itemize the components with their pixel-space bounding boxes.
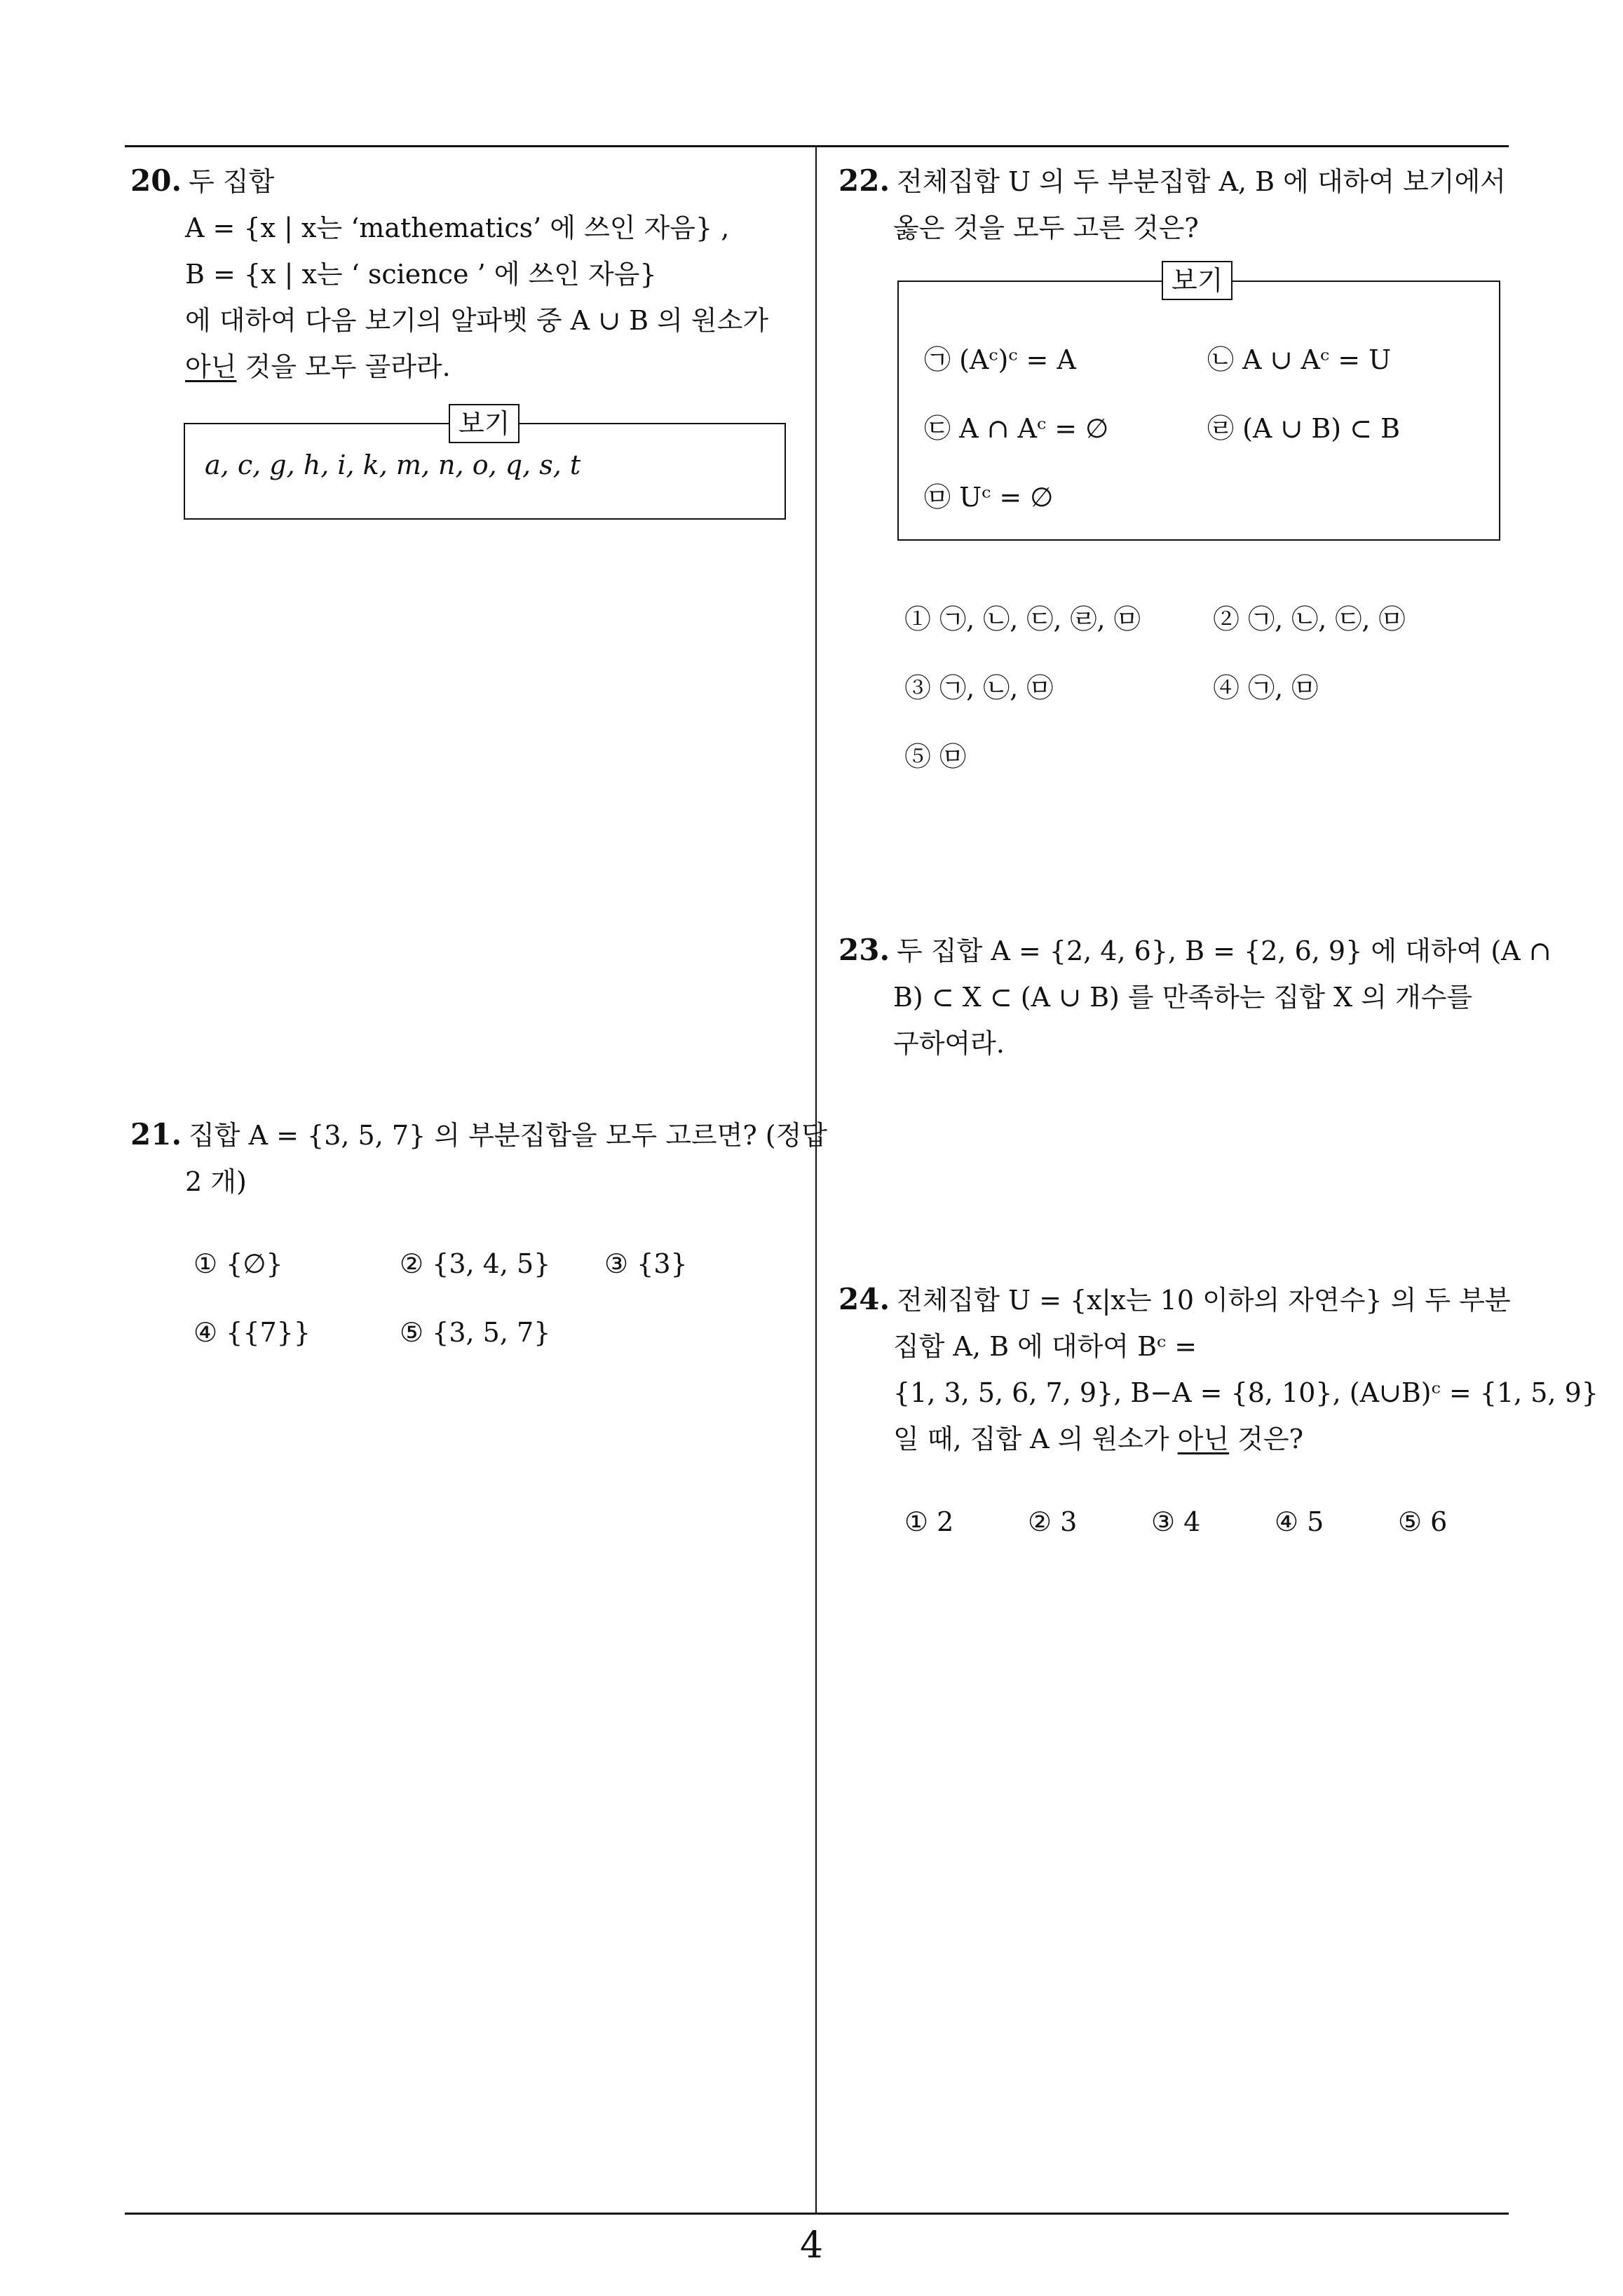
- choice-5[interactable]: ⑤ 6: [1398, 1506, 1448, 1537]
- question-20: [130, 158, 803, 390]
- example-box-label: 보기: [1162, 261, 1232, 300]
- example-item-1: ㉠ (Aᶜ)ᶜ = A: [924, 344, 1076, 375]
- top-rule: [125, 145, 1509, 147]
- choice-2[interactable]: ② {3, 4, 5}: [400, 1248, 551, 1279]
- choice-3[interactable]: ③ ㉠, ㉡, ㉤: [904, 673, 1054, 703]
- example-box-content: a, c, g, h, i, k, m, n, o, q, s, t: [205, 450, 581, 480]
- question-21: [130, 1112, 828, 1205]
- example-item-5: ㉤ Uᶜ = ∅: [924, 482, 1054, 513]
- question-number: 20.: [130, 163, 182, 198]
- question-text: 일 때, 집합 A 의 원소가: [893, 1424, 1178, 1454]
- set-b-definition: B = {x | x는 ‘ science ’ 에 쓰인 자음}: [185, 259, 657, 290]
- question-text: 집합 A = {3, 5, 7} 의 부분집합을 모두 고르면? (정답: [189, 1120, 828, 1151]
- column-divider: [815, 145, 817, 2214]
- question-text: 에 대하여 다음 보기의 알파벳 중 A ∪ B 의 원소가: [185, 305, 769, 336]
- example-item-4: ㉣ (A ∪ B) ⊂ B: [1207, 413, 1401, 444]
- question-text: {1, 3, 5, 6, 7, 9}, B−A = {8, 10}, (A∪B)ᶜ = {1, 5, 9}: [893, 1377, 1598, 1408]
- question-text: 두 집합 A = {2, 4, 6}, B = {2, 6, 9} 에 대하여 (A ∩: [897, 936, 1551, 966]
- choice-3[interactable]: ③ {3}: [604, 1248, 688, 1279]
- choice-1[interactable]: ① {∅}: [193, 1248, 283, 1279]
- question-number: 21.: [130, 1117, 182, 1152]
- example-item-3: ㉢ A ∩ Aᶜ = ∅: [924, 413, 1109, 444]
- question-22: [838, 158, 1512, 251]
- choice-2[interactable]: ② ㉠, ㉡, ㉢, ㉤: [1213, 604, 1406, 635]
- question-23: [838, 927, 1551, 1067]
- question-text: 옳은 것을 모두 고른 것은?: [893, 212, 1199, 243]
- choice-2[interactable]: ② 3: [1028, 1506, 1078, 1537]
- choice-1[interactable]: ① 2: [904, 1506, 954, 1537]
- question-text: 것을 모두 골라라.: [236, 351, 451, 382]
- choice-4[interactable]: ④ 5: [1275, 1506, 1324, 1537]
- question-text: 2 개): [185, 1166, 247, 1197]
- question-text: 전체집합 U = {x|x는 10 이하의 자연수} 의 두 부분: [897, 1285, 1511, 1316]
- question-number: 24.: [838, 1282, 890, 1316]
- question-24: [838, 1276, 1598, 1462]
- choice-4[interactable]: ④ ㉠, ㉤: [1213, 673, 1319, 703]
- bottom-rule: [125, 2213, 1509, 2215]
- question-text: 구하여라.: [893, 1028, 1005, 1059]
- example-box: [897, 281, 1500, 541]
- example-box-label: 보기: [449, 404, 520, 443]
- choice-3[interactable]: ③ 4: [1151, 1506, 1201, 1537]
- choice-5[interactable]: ⑤ ㉤: [904, 741, 967, 772]
- question-intro: 두 집합: [189, 166, 275, 197]
- question-text: 것은?: [1229, 1424, 1303, 1454]
- choice-4[interactable]: ④ {{7}}: [193, 1317, 311, 1348]
- question-number: 23.: [838, 933, 890, 967]
- question-text: 전체집합 U 의 두 부분집합 A, B 에 대하여 보기에서: [897, 166, 1507, 197]
- choice-1[interactable]: ① ㉠, ㉡, ㉢, ㉣, ㉤: [904, 604, 1141, 635]
- underlined-word: 아닌: [185, 351, 237, 382]
- choice-5[interactable]: ⑤ {3, 5, 7}: [400, 1317, 551, 1348]
- question-text: 집합 A, B 에 대하여 Bᶜ =: [893, 1331, 1197, 1362]
- example-item-2: ㉡ A ∪ Aᶜ = U: [1207, 344, 1392, 375]
- set-a-definition: A = {x | x는 ‘mathematics’ 에 쓰인 자음} ,: [185, 212, 730, 243]
- page-number: 4: [799, 2224, 824, 2267]
- question-text: B) ⊂ X ⊂ (A ∪ B) 를 만족하는 집합 X 의 개수를: [893, 982, 1473, 1013]
- underlined-word: 아닌: [1177, 1424, 1230, 1454]
- question-number: 22.: [838, 163, 890, 198]
